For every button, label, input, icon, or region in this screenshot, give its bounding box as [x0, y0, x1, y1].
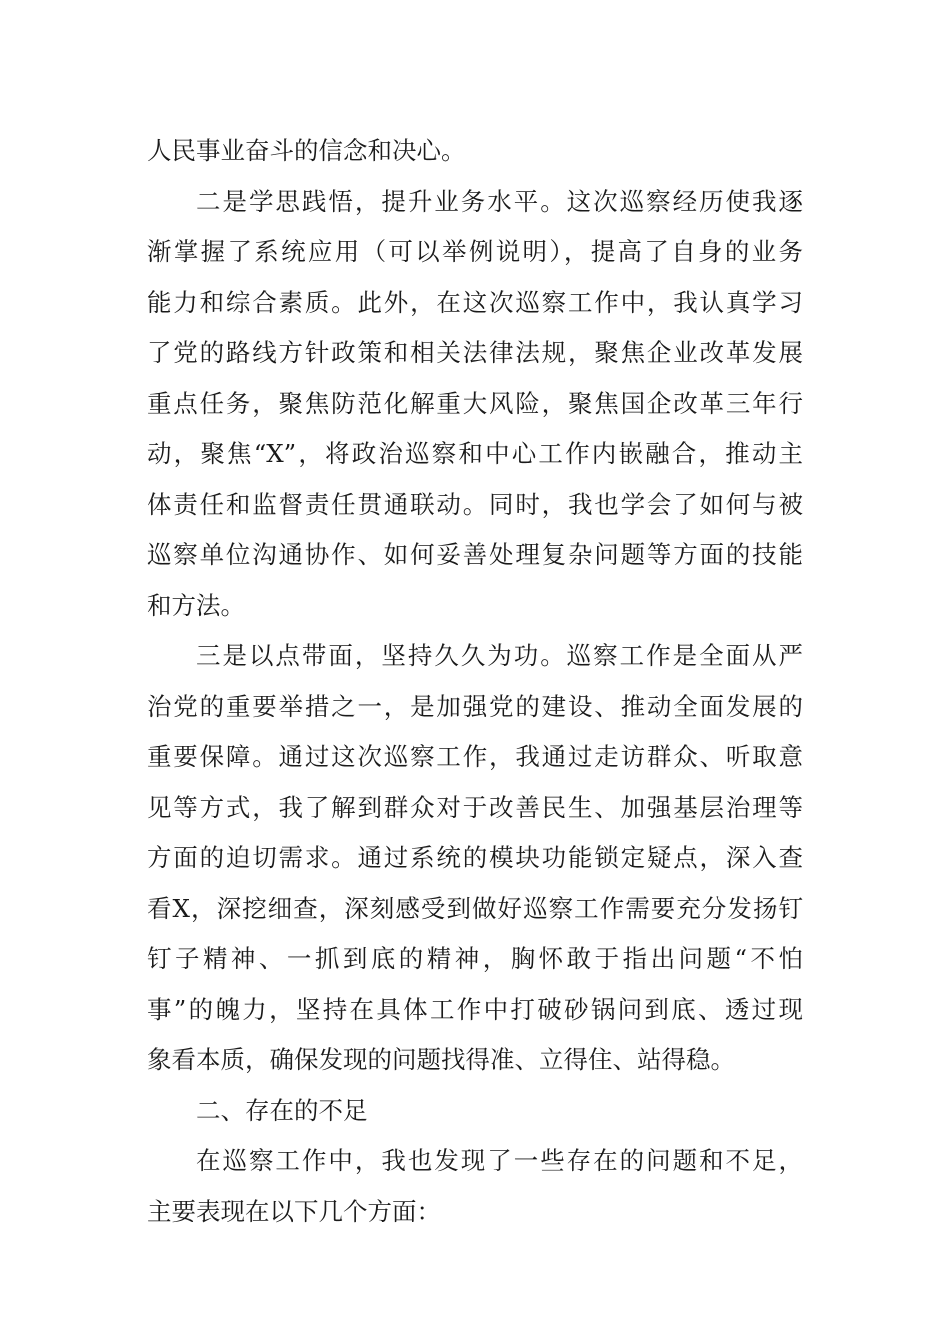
text-line: 看X，深挖细查，深刻感受到做好巡察工作需要充分发扬钉 [147, 893, 803, 923]
text-line: 治党的重要举措之一，是加强党的建设、推动全面发展的 [147, 691, 803, 721]
text-line: 能力和综合素质。此外，在这次巡察工作中，我认真学习 [147, 287, 803, 317]
text-line: 体责任和监督责任贯通联动。同时，我也学会了如何与被 [147, 489, 803, 519]
text-line: 事”的魄力，坚持在具体工作中打破砂锅问到底、透过现 [147, 994, 803, 1024]
text-line: 和方法。 [147, 590, 245, 620]
body-text [147, 126, 803, 1237]
section-heading: 二、存在的不足 [196, 1095, 368, 1125]
text-line: 方面的迫切需求。通过系统的模块功能锁定疑点，深入查 [147, 843, 803, 872]
text-line: 巡察单位沟通协作、如何妥善处理复杂问题等方面的技能 [147, 540, 803, 569]
text-line: 人民事业奋斗的信念和决心。 [147, 136, 466, 165]
paragraph-start-line: 三是以点带面，坚持久久为功。巡察工作是全面从严 [196, 641, 803, 670]
text-line: 了党的路线方针政策和相关法律法规，聚焦企业改革发展 [147, 338, 803, 367]
text-line: 主要表现在以下几个方面： [147, 1196, 441, 1226]
text-line: 见等方式，我了解到群众对于改善民生、加强基层治理等 [147, 792, 803, 822]
text-line: 钉子精神、一抓到底的精神，胸怀敢于指出问题“不怕 [147, 944, 803, 973]
paragraph-start-line: 二是学思践悟，提升业务水平。这次巡察经历使我逐 [196, 186, 803, 216]
text-line: 动，聚焦“X”，将政治巡察和中心工作内嵌融合，推动主 [147, 439, 803, 468]
paragraph-start-line: 在巡察工作中，我也发现了一些存在的问题和不足， [196, 1146, 803, 1175]
text-line: 重点任务，聚焦防范化解重大风险，聚焦国企改革三年行 [147, 388, 803, 418]
text-line: 重要保障。通过这次巡察工作，我通过走访群众、听取意 [147, 742, 803, 771]
text-line: 象看本质，确保发现的问题找得准、立得住、站得稳。 [147, 1045, 735, 1074]
text-line: 渐掌握了系统应用（可以举例说明），提高了自身的业务 [147, 237, 803, 266]
